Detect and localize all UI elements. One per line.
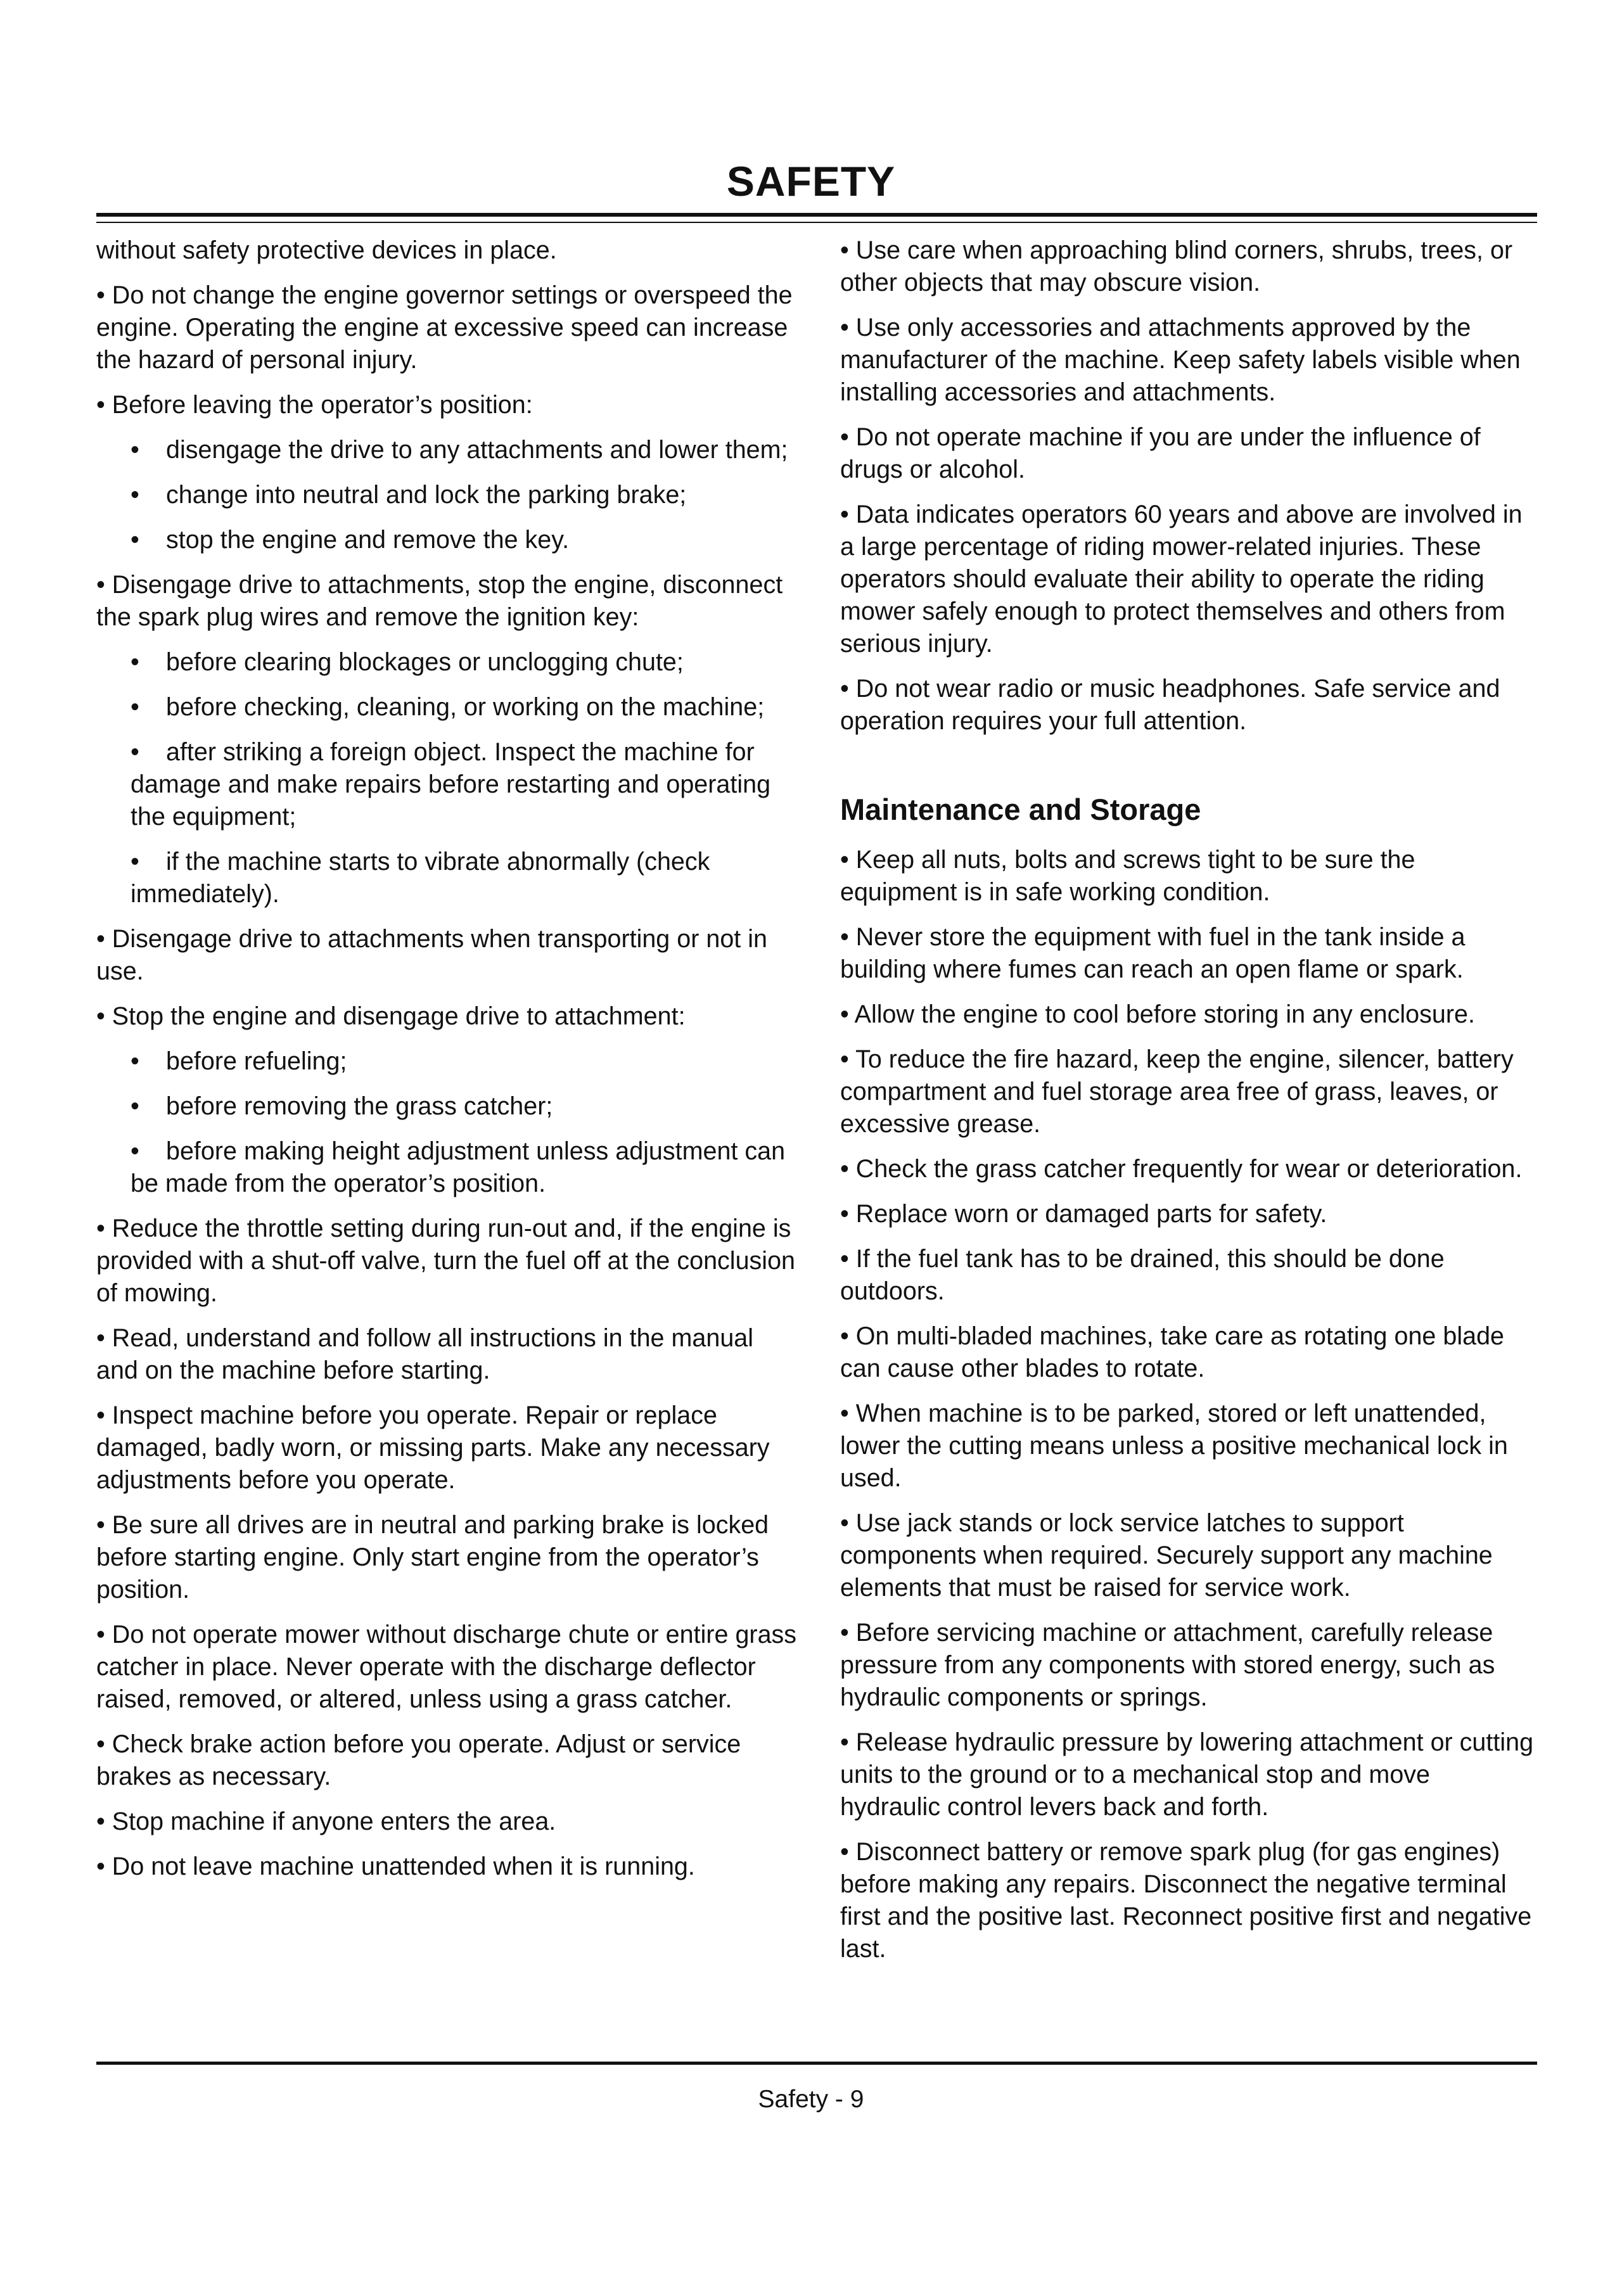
paragraph: • Disconnect battery or remove spark plug (for gas engines) before making any repairs. Disconnect the negative terminal first and the positive last. Reconnect positive first and negative last. [840, 1838, 1532, 1963]
sub-bullet-text: change into neutral and lock the parking brake; [166, 481, 687, 509]
paragraph: • If the fuel tank has to be drained, this should be done outdoors. [840, 1245, 1445, 1305]
sub-bullet-item [96, 1090, 798, 1123]
sub-bullet-text: stop the engine and remove the key. [166, 526, 570, 554]
bullet-icon: • [131, 526, 139, 554]
paragraph: • Check brake action before you operate. Adjust or service brakes as necessary. [96, 1730, 741, 1790]
sub-bullet-text: before checking, cleaning, or working on the machine; [166, 693, 765, 721]
paragraph: • Read, understand and follow all instructions in the manual and on the machine before starting. [96, 1324, 754, 1384]
sub-bullet-text: after striking a foreign object. Inspect the machine for damage and make repairs before restarting and operating the equipment; [131, 738, 771, 831]
paragraph: • Replace worn or damaged parts for safety. [840, 1200, 1327, 1228]
paragraph: • Check the grass catcher frequently for wear or deterioration. [840, 1155, 1523, 1183]
header-rule [96, 213, 1537, 217]
sub-bullet-text: before clearing blockages or unclogging chute; [166, 648, 684, 676]
paragraph: • Data indicates operators 60 years and above are involved in a large percentage of riding mower-related injuries. These operators should evaluate their ability to operate the riding mower safely enough to protect themselves and others from serious injury. [840, 501, 1523, 658]
bullet-icon: • [131, 738, 139, 766]
bullet-icon: • [131, 693, 139, 721]
paragraph: without safety protective devices in place. [96, 236, 557, 264]
sub-bullet-text: before removing the grass catcher; [166, 1092, 553, 1120]
right-column [840, 234, 1537, 1978]
paragraph: • Do not wear radio or music headphones. Safe service and operation requires your full attention. [840, 675, 1500, 735]
sub-bullet-item [96, 1045, 798, 1078]
page-footer: Safety - 9 [758, 2086, 864, 2113]
sub-bullet-text: disengage the drive to any attachments and lower them; [166, 436, 788, 464]
footer-rule [96, 2062, 1537, 2065]
paragraph: • To reduce the fire hazard, keep the engine, silencer, battery compartment and fuel storage area free of grass, leaves, or excessive grease. [840, 1045, 1514, 1138]
paragraph: • Stop the engine and disengage drive to attachment: [96, 1002, 686, 1030]
paragraph: • Inspect machine before you operate. Repair or replace damaged, badly worn, or missing parts. Make any necessary adjustments before you operate. [96, 1401, 770, 1494]
paragraph: • Keep all nuts, bolts and screws tight to be sure the equipment is in safe working condition. [840, 846, 1415, 906]
bullet-icon: • [131, 648, 139, 676]
paragraph: • Do not change the engine governor settings or overspeed the engine. Operating the engine at excessive speed can increase the hazard of personal injury. [96, 281, 793, 374]
bullet-icon: • [131, 848, 139, 876]
paragraph: • Use care when approaching blind corners, shrubs, trees, or other objects that may obscure vision. [840, 236, 1513, 297]
paragraph: • Do not leave machine unattended when it is running. [96, 1853, 695, 1880]
paragraph: • Never store the equipment with fuel in the tank inside a building where fumes can reach an open flame or spark. [840, 923, 1466, 983]
paragraph: • Use jack stands or lock service latches to support components when required. Securely support any machine elements that must be raised for service work. [840, 1509, 1493, 1602]
paragraph: • Disengage drive to attachments when transporting or not in use. [96, 925, 767, 985]
sub-bullet-text: before refueling; [166, 1047, 347, 1075]
paragraph: • Reduce the throttle setting during run-out and, if the engine is provided with a shut-off valve, turn the fuel off at the conclusion of mowing. [96, 1215, 796, 1307]
sub-bullet-item [96, 646, 798, 679]
sub-bullet-item [96, 691, 798, 724]
paragraph: • Disengage drive to attachments, stop the engine, disconnect the spark plug wires and remove the ignition key: [96, 571, 783, 631]
sub-bullet-item [96, 736, 798, 833]
sub-bullet-item [96, 524, 798, 556]
paragraph: • Do not operate mower without discharge chute or entire grass catcher in place. Never operate with the discharge deflector raised, removed, or altered, unless using a grass catcher. [96, 1621, 797, 1713]
sub-bullet-text: if the machine starts to vibrate abnormally (check immediately). [131, 848, 710, 908]
paragraph: • Stop machine if anyone enters the area. [96, 1808, 556, 1835]
sub-bullet-item [96, 479, 798, 511]
sub-bullet-item [96, 846, 798, 910]
header-rule-thin [96, 222, 1537, 223]
bullet-icon: • [131, 1092, 139, 1120]
sub-bullet-text: before making height adjustment unless adjustment can be made from the operator’s position. [131, 1137, 786, 1197]
paragraph: • Before leaving the operator’s position: [96, 391, 533, 419]
bullet-icon: • [131, 436, 139, 464]
bullet-icon: • [131, 1137, 139, 1165]
sub-bullet-item [96, 1135, 798, 1200]
paragraph: • Release hydraulic pressure by lowering attachment or cutting units to the ground or to a mechanical stop and move hydraulic control levers back and forth. [840, 1728, 1534, 1821]
paragraph: • Before servicing machine or attachment, carefully release pressure from any components with stored energy, such as hydraulic components or springs. [840, 1619, 1495, 1711]
paragraph: • Use only accessories and attachments approved by the manufacturer of the machine. Keep safety labels visible when installing accessories and attachments. [840, 314, 1521, 406]
sub-bullet-item [96, 434, 798, 466]
section-heading: Maintenance and Storage [840, 793, 1201, 826]
paragraph: • Be sure all drives are in neutral and parking brake is locked before starting engine. Only start engine from the operator’s position. [96, 1511, 769, 1604]
left-column [96, 234, 798, 1896]
bullet-icon: • [131, 481, 139, 509]
paragraph: • When machine is to be parked, stored or left unattended, lower the cutting means unless a positive mechanical lock in used. [840, 1400, 1508, 1492]
page-title: SAFETY [726, 158, 896, 205]
paragraph: • Allow the engine to cool before storing in any enclosure. [840, 1000, 1475, 1028]
paragraph: • On multi-bladed machines, take care as rotating one blade can cause other blades to rotate. [840, 1322, 1505, 1382]
bullet-icon: • [131, 1047, 139, 1075]
paragraph: • Do not operate machine if you are under the influence of drugs or alcohol. [840, 423, 1481, 483]
